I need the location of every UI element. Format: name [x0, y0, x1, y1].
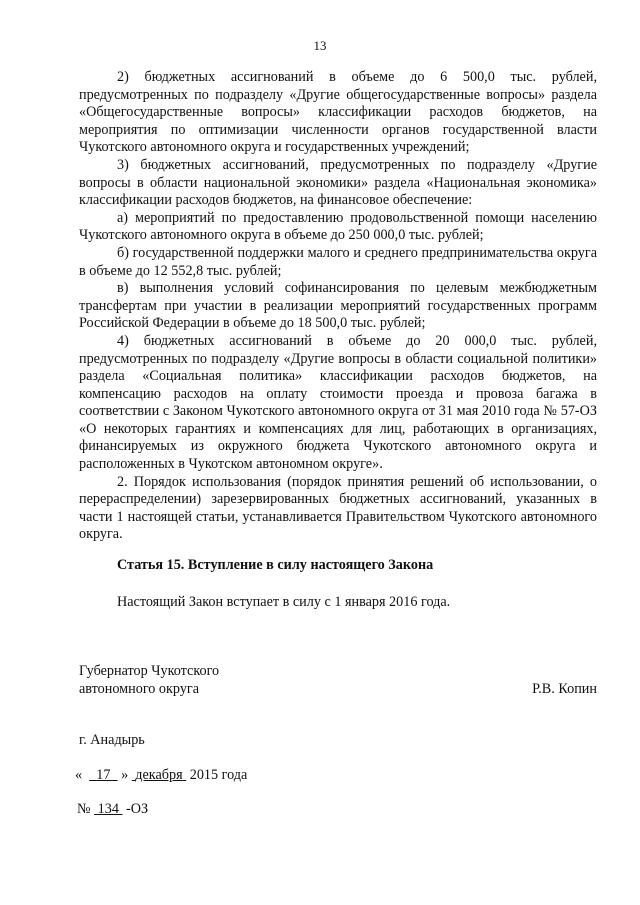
- article-text: Настоящий Закон вступает в силу с 1 января 2016 года.: [117, 594, 451, 610]
- law-body-text: [79, 69, 597, 544]
- paragraph-item-4: 4) бюджетных ассигнований в объеме до 20 000,0 тыс. рублей, предусмотренных по подразделу «Другие вопросы в области социальной политики» раздела «Социальная политика» классификации расходов бюджетов, на компенсацию расходов на оплату стоимости проезда и провоза багажа в соответствии с Законом Чукотского автономного округа от 31 мая 2010 года № 57-ОЗ «О некоторых гарантиях и компенсациях для лиц, работающих в организациях, финансируемых из окружного бюджета Чукотского автономного округа и расположенных в Чукотском автономном округе».: [79, 332, 597, 473]
- law-number-prefix: №: [77, 801, 91, 817]
- signatory-title-line1: Губернатор Чукотского: [79, 663, 220, 679]
- paragraph-item-2: 2) бюджетных ассигнований в объеме до 6 500,0 тыс. рублей, предусмотренных по подразделу «Другие общегосударственные вопросы» раздела «Общегосударственные вопросы» классификации расходов бюджетов, на мероприятия по оптимизации численности органов государственной власти Чукотского автономного округа и государственных учреждений;: [79, 69, 597, 156]
- signature-block: [79, 662, 597, 698]
- date-close-quote: »: [121, 767, 129, 783]
- paragraph-subitem-a: а) мероприятий по предоставлению продовольственной помощи населению Чукотского автономного округа в объеме до 250 000,0 тыс. рублей;: [79, 209, 597, 244]
- signatory-title-line2: автономного округа: [79, 681, 200, 697]
- page-number: 13: [313, 38, 327, 53]
- law-number-suffix: -ОЗ: [126, 801, 149, 817]
- article-heading: Статья 15. Вступление в силу настоящего Закона: [117, 557, 434, 573]
- paragraph-item-3: 3) бюджетных ассигнований, предусмотренных по подразделу «Другие вопросы в области национальной экономики» раздела «Национальная экономика» классификации расходов бюджетов, на финансовое обеспечение:: [79, 156, 597, 209]
- date-day: 17: [96, 767, 111, 783]
- signatory-name: Р.В. Копин: [532, 681, 597, 697]
- place-of-signing: г. Анадырь: [79, 732, 145, 748]
- paragraph-subitem-v: в) выполнения условий софинансирования по целевым межбюджетным трансфертам при участии в реализации мероприятий государственных программ Российской Федерации в объеме до 18 500,0 тыс. рублей;: [79, 280, 597, 332]
- date-open-quote: «: [75, 767, 83, 783]
- paragraph-subitem-b: б) государственной поддержки малого и среднего предпринимательства округа в объеме до 12 552,8 тыс. рублей;: [79, 244, 597, 279]
- law-number-value: 134: [97, 801, 119, 817]
- signing-date: [75, 767, 247, 784]
- date-month: декабря: [135, 767, 183, 783]
- date-year: 2015 года: [189, 767, 248, 783]
- law-number: [77, 801, 148, 818]
- paragraph-part-2: 2. Порядок использования (порядок принятия решений об использовании, о перераспределении) зарезервированных бюджетных ассигнований, указанных в части 1 настоящей статьи, устанавливается Правительством Чукотского автономного округа.: [79, 473, 597, 543]
